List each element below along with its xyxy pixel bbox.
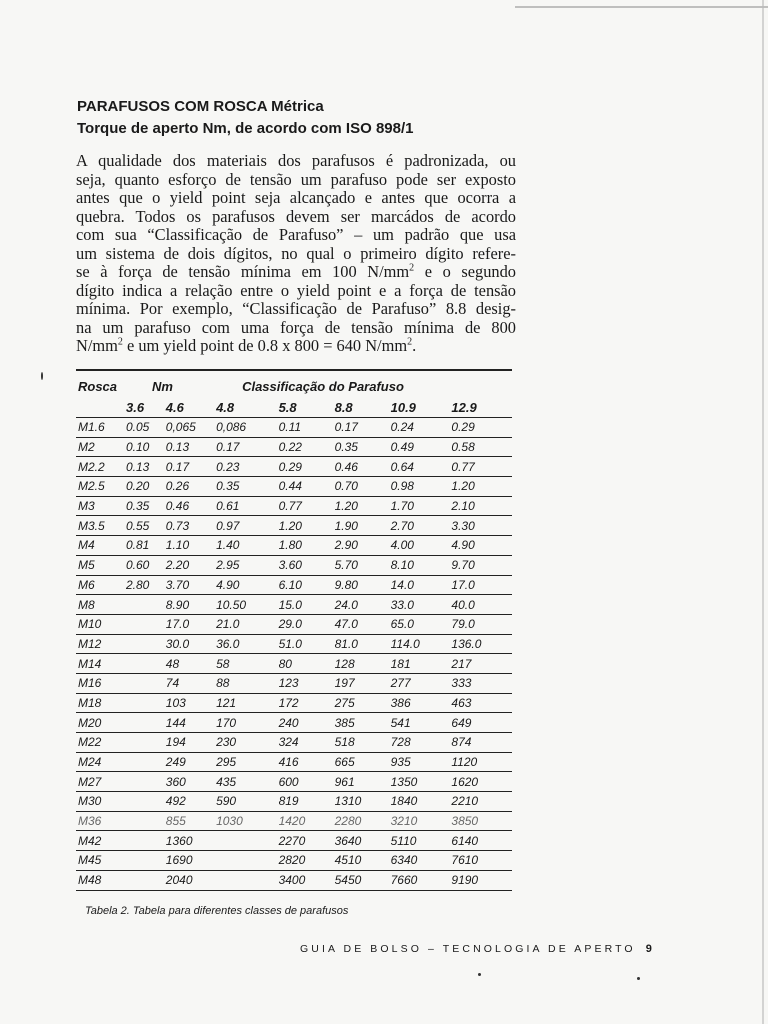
torque-cell: 1.40 <box>214 536 277 556</box>
torque-cell: 324 <box>277 733 333 753</box>
torque-cell <box>124 811 164 831</box>
torque-cell: 728 <box>389 733 450 753</box>
torque-cell: 819 <box>277 792 333 812</box>
intro-line: mínima. Por exemplo, “Classificação de Parafuso” 8.8 desig- <box>76 299 516 318</box>
torque-cell: 4.90 <box>214 575 277 595</box>
table-row <box>76 496 512 516</box>
table-row <box>76 831 512 851</box>
torque-cell: 2.10 <box>449 496 512 516</box>
torque-cell: 9190 <box>449 870 512 890</box>
torque-cell: 0.46 <box>333 457 389 477</box>
intro-text: e o segundo <box>414 262 516 281</box>
torque-cell: 3210 <box>389 811 450 831</box>
section-subtitle: Torque de aperto Nm, de acordo com ISO 898/1 <box>77 120 414 137</box>
torque-cell: 961 <box>333 772 389 792</box>
class-header-cell: 8.8 <box>333 397 389 418</box>
torque-cell: 360 <box>164 772 214 792</box>
torque-cell: 1.20 <box>449 477 512 497</box>
torque-cell: 230 <box>214 733 277 753</box>
thread-size-cell: M5 <box>76 555 124 575</box>
intro-line <box>76 263 516 282</box>
torque-cell <box>124 851 164 871</box>
torque-cell <box>124 614 164 634</box>
table-row <box>76 811 512 831</box>
torque-cell: 170 <box>214 713 277 733</box>
torque-cell: 8.90 <box>164 595 214 615</box>
torque-cell: 1.90 <box>333 516 389 536</box>
torque-cell: 1840 <box>389 792 450 812</box>
torque-cell: 295 <box>214 752 277 772</box>
torque-cell: 194 <box>164 733 214 753</box>
torque-cell: 6.10 <box>277 575 333 595</box>
torque-cell: 0,065 <box>164 418 214 438</box>
torque-cell: 2.20 <box>164 555 214 575</box>
torque-cell: 0.29 <box>449 418 512 438</box>
torque-cell: 2270 <box>277 831 333 851</box>
torque-cell <box>124 634 164 654</box>
intro-line: na um parafuso com uma força de tensão mínima de 800 <box>76 317 516 337</box>
torque-cell: 197 <box>333 673 389 693</box>
torque-table <box>76 369 512 891</box>
torque-cell: 6340 <box>389 851 450 871</box>
torque-cell: 30.0 <box>164 634 214 654</box>
torque-cell: 3400 <box>277 870 333 890</box>
table-row <box>76 713 512 733</box>
intro-line <box>76 337 516 356</box>
torque-cell: 874 <box>449 733 512 753</box>
intro-line: um sistema de dois dígitos, no qual o primeiro dígito refere- <box>76 243 516 263</box>
torque-cell: 1.80 <box>277 536 333 556</box>
torque-cell: 541 <box>389 713 450 733</box>
torque-cell: 2210 <box>449 792 512 812</box>
torque-cell: 0.77 <box>277 496 333 516</box>
torque-cell: 121 <box>214 693 277 713</box>
torque-cell: 0.35 <box>333 437 389 457</box>
torque-cell: 665 <box>333 752 389 772</box>
torque-cell: 4.90 <box>449 536 512 556</box>
torque-cell: 0.61 <box>214 496 277 516</box>
superscript: 2 <box>409 262 415 274</box>
torque-cell: 0.11 <box>277 418 333 438</box>
table-row <box>76 654 512 674</box>
torque-cell: 0.73 <box>164 516 214 536</box>
torque-cell <box>124 831 164 851</box>
torque-cell: 88 <box>214 673 277 693</box>
torque-cell: 600 <box>277 772 333 792</box>
torque-cell: 1.20 <box>277 516 333 536</box>
torque-cell: 0.05 <box>124 418 164 438</box>
torque-cell: 1.10 <box>164 536 214 556</box>
torque-cell: 103 <box>164 693 214 713</box>
torque-cell <box>214 851 277 871</box>
table-row <box>76 457 512 477</box>
torque-cell: 29.0 <box>277 614 333 634</box>
torque-cell: 0.29 <box>277 457 333 477</box>
torque-cell <box>124 792 164 812</box>
torque-cell: 10.50 <box>214 595 277 615</box>
superscript: 2 <box>407 336 413 348</box>
torque-cell: 144 <box>164 713 214 733</box>
table-row <box>76 614 512 634</box>
intro-text: e um yield point de 0.8 x 800 = 640 N/mm <box>122 336 408 355</box>
torque-cell: 0.46 <box>164 496 214 516</box>
torque-cell <box>124 772 164 792</box>
section-heading <box>77 96 517 140</box>
torque-cell: 435 <box>214 772 277 792</box>
table-row <box>76 575 512 595</box>
table-row <box>76 437 512 457</box>
table-row <box>76 634 512 654</box>
thread-size-cell: M10 <box>76 614 124 634</box>
table-row <box>76 595 512 615</box>
torque-cell: 15.0 <box>277 595 333 615</box>
class-header-cell: 4.6 <box>164 397 214 418</box>
thread-size-cell: M27 <box>76 772 124 792</box>
intro-line: dígito indica a relação entre o yield point e a força de tensão <box>76 280 516 300</box>
torque-cell: 1350 <box>389 772 450 792</box>
torque-cell: 2.95 <box>214 555 277 575</box>
torque-cell: 172 <box>277 693 333 713</box>
intro-line: quebra. Todos os parafusos devem ser marcádos de acordo <box>76 206 516 226</box>
thread-size-cell: M4 <box>76 536 124 556</box>
torque-cell: 123 <box>277 673 333 693</box>
torque-cell: 0.17 <box>214 437 277 457</box>
torque-cell: 80 <box>277 654 333 674</box>
thread-size-cell: M16 <box>76 673 124 693</box>
torque-cell: 1030 <box>214 811 277 831</box>
torque-cell: 0.81 <box>124 536 164 556</box>
intro-line: seja, quanto esforço de tensão um parafuso pode ser exposto <box>76 169 516 189</box>
torque-cell: 0.35 <box>124 496 164 516</box>
thread-size-cell: M20 <box>76 713 124 733</box>
torque-cell: 386 <box>389 693 450 713</box>
torque-cell: 7610 <box>449 851 512 871</box>
page-number: 9 <box>645 943 652 955</box>
torque-cell: 3.60 <box>277 555 333 575</box>
torque-cell: 1310 <box>333 792 389 812</box>
thread-size-cell: M3 <box>76 496 124 516</box>
torque-cell: 48 <box>164 654 214 674</box>
torque-cell <box>124 713 164 733</box>
torque-cell: 7660 <box>389 870 450 890</box>
table-row <box>76 555 512 575</box>
class-header-cell: 5.8 <box>277 397 333 418</box>
torque-cell: 2820 <box>277 851 333 871</box>
page-footer <box>300 943 652 955</box>
torque-cell: 333 <box>449 673 512 693</box>
intro-line: A qualidade dos materiais dos parafusos é padronizada, ou <box>76 151 516 170</box>
torque-cell: 3.30 <box>449 516 512 536</box>
torque-cell: 33.0 <box>389 595 450 615</box>
torque-cell: 0.13 <box>124 457 164 477</box>
torque-cell <box>124 595 164 615</box>
thread-size-cell: M30 <box>76 792 124 812</box>
torque-cell: 181 <box>389 654 450 674</box>
torque-cell: 114.0 <box>389 634 450 654</box>
torque-cell: 2040 <box>164 870 214 890</box>
torque-cell: 2.90 <box>333 536 389 556</box>
torque-cell: 0.13 <box>164 437 214 457</box>
torque-cell: 5450 <box>333 870 389 890</box>
torque-cell: 8.10 <box>389 555 450 575</box>
table-row <box>76 851 512 871</box>
table-row <box>76 752 512 772</box>
intro-text: N/mm <box>76 336 118 355</box>
table-caption: Tabela 2. Tabela para diferentes classes de parafusos <box>85 905 349 917</box>
torque-cell: 5.70 <box>333 555 389 575</box>
thread-size-cell: M45 <box>76 851 124 871</box>
torque-cell: 0.64 <box>389 457 450 477</box>
thread-size-cell: M36 <box>76 811 124 831</box>
torque-cell: 2.80 <box>124 575 164 595</box>
intro-text: . <box>412 336 417 355</box>
scan-speck <box>478 973 481 976</box>
footer-text: GUIA DE BOLSO – TECNOLOGIA DE APERTO <box>300 943 636 955</box>
torque-cell: 40.0 <box>449 595 512 615</box>
torque-cell: 0.22 <box>277 437 333 457</box>
torque-cell: 58 <box>214 654 277 674</box>
torque-cell <box>124 870 164 890</box>
thread-size-cell: M1.6 <box>76 418 124 438</box>
torque-cell: 0.70 <box>333 477 389 497</box>
table-row <box>76 693 512 713</box>
class-header-cell: 10.9 <box>389 397 450 418</box>
torque-cell: 17.0 <box>449 575 512 595</box>
intro-line: com sua “Classificação de Parafuso” – um padrão que usa <box>76 225 516 244</box>
intro-line: antes que o yield point seja alcançado e antes que ocorra a <box>76 188 516 207</box>
scan-speck <box>41 372 43 380</box>
section-title: PARAFUSOS COM ROSCA Métrica <box>77 98 324 115</box>
torque-cell: 79.0 <box>449 614 512 634</box>
scan-speck <box>637 977 640 980</box>
torque-cell: 416 <box>277 752 333 772</box>
torque-cell: 0,086 <box>214 418 277 438</box>
torque-cell: 217 <box>449 654 512 674</box>
torque-table-wrap <box>76 369 512 891</box>
intro-paragraph <box>76 152 516 356</box>
torque-cell: 0.49 <box>389 437 450 457</box>
torque-cell: 3850 <box>449 811 512 831</box>
torque-cell: 0.77 <box>449 457 512 477</box>
torque-cell: 0.23 <box>214 457 277 477</box>
torque-cell: 36.0 <box>214 634 277 654</box>
thread-size-cell: M2 <box>76 437 124 457</box>
torque-cell: 855 <box>164 811 214 831</box>
scan-edge-right <box>762 0 764 1024</box>
torque-cell: 9.80 <box>333 575 389 595</box>
class-header-cell: 3.6 <box>124 397 164 418</box>
torque-cell: 0.58 <box>449 437 512 457</box>
thread-size-cell: M14 <box>76 654 124 674</box>
torque-cell: 3640 <box>333 831 389 851</box>
torque-cell <box>214 831 277 851</box>
table-row <box>76 673 512 693</box>
torque-cell: 24.0 <box>333 595 389 615</box>
torque-cell: 275 <box>333 693 389 713</box>
thread-size-cell: M22 <box>76 733 124 753</box>
thread-size-cell: M12 <box>76 634 124 654</box>
table-row <box>76 536 512 556</box>
torque-cell: 492 <box>164 792 214 812</box>
torque-cell: 47.0 <box>333 614 389 634</box>
torque-cell: 385 <box>333 713 389 733</box>
torque-cell: 0.35 <box>214 477 277 497</box>
thread-size-cell: M42 <box>76 831 124 851</box>
table-row <box>76 733 512 753</box>
torque-cell: 0.17 <box>333 418 389 438</box>
torque-cell: 51.0 <box>277 634 333 654</box>
torque-cell: 17.0 <box>164 614 214 634</box>
torque-cell <box>124 654 164 674</box>
superscript: 2 <box>117 336 123 348</box>
table-row <box>76 870 512 890</box>
table-row <box>76 792 512 812</box>
torque-cell <box>124 752 164 772</box>
torque-cell: 6140 <box>449 831 512 851</box>
col-class-header: Classificação do Parafuso <box>242 378 404 394</box>
torque-cell <box>124 673 164 693</box>
torque-cell: 5110 <box>389 831 450 851</box>
torque-cell: 136.0 <box>449 634 512 654</box>
class-header-cell: 4.8 <box>214 397 277 418</box>
torque-cell: 4.00 <box>389 536 450 556</box>
thread-size-cell: M2.5 <box>76 477 124 497</box>
torque-cell: 0.24 <box>389 418 450 438</box>
thread-size-cell: M48 <box>76 870 124 890</box>
col-nm-header: Nm <box>152 378 173 394</box>
table-row <box>76 772 512 792</box>
torque-cell: 21.0 <box>214 614 277 634</box>
torque-cell: 277 <box>389 673 450 693</box>
torque-cell: 240 <box>277 713 333 733</box>
torque-cell: 1620 <box>449 772 512 792</box>
thread-size-cell: M24 <box>76 752 124 772</box>
torque-cell: 0.26 <box>164 477 214 497</box>
thread-size-cell: M18 <box>76 693 124 713</box>
torque-cell: 0.55 <box>124 516 164 536</box>
torque-cell: 249 <box>164 752 214 772</box>
torque-cell: 463 <box>449 693 512 713</box>
thread-size-cell: M8 <box>76 595 124 615</box>
torque-cell: 0.97 <box>214 516 277 536</box>
torque-cell: 4510 <box>333 851 389 871</box>
torque-cell: 81.0 <box>333 634 389 654</box>
torque-cell: 9.70 <box>449 555 512 575</box>
torque-cell: 0.10 <box>124 437 164 457</box>
table-row <box>76 477 512 497</box>
scan-edge-top <box>515 0 768 8</box>
table-row <box>76 418 512 438</box>
torque-cell: 14.0 <box>389 575 450 595</box>
intro-text: se à força de tensão mínima em 100 N/mm <box>76 262 410 281</box>
thread-size-cell: M6 <box>76 575 124 595</box>
torque-cell: 590 <box>214 792 277 812</box>
torque-cell: 65.0 <box>389 614 450 634</box>
torque-cell: 1420 <box>277 811 333 831</box>
torque-cell: 1690 <box>164 851 214 871</box>
thread-size-cell: M2.2 <box>76 457 124 477</box>
torque-cell <box>124 733 164 753</box>
col-rosca-header: Rosca <box>78 378 118 394</box>
torque-cell: 0.98 <box>389 477 450 497</box>
thread-size-cell: M3.5 <box>76 516 124 536</box>
torque-cell: 128 <box>333 654 389 674</box>
torque-cell: 649 <box>449 713 512 733</box>
torque-cell: 74 <box>164 673 214 693</box>
torque-cell <box>214 870 277 890</box>
torque-cell: 1120 <box>449 752 512 772</box>
torque-cell: 3.70 <box>164 575 214 595</box>
torque-cell: 0.17 <box>164 457 214 477</box>
class-header-cell: 12.9 <box>449 397 512 418</box>
torque-cell: 1360 <box>164 831 214 851</box>
torque-cell: 1.70 <box>389 496 450 516</box>
torque-cell: 518 <box>333 733 389 753</box>
table-row <box>76 516 512 536</box>
class-header-blank <box>76 397 124 418</box>
torque-cell: 0.60 <box>124 555 164 575</box>
torque-cell: 2.70 <box>389 516 450 536</box>
torque-cell: 0.20 <box>124 477 164 497</box>
torque-cell: 0.44 <box>277 477 333 497</box>
torque-cell <box>124 693 164 713</box>
torque-cell: 935 <box>389 752 450 772</box>
torque-cell: 1.20 <box>333 496 389 516</box>
torque-cell: 2280 <box>333 811 389 831</box>
